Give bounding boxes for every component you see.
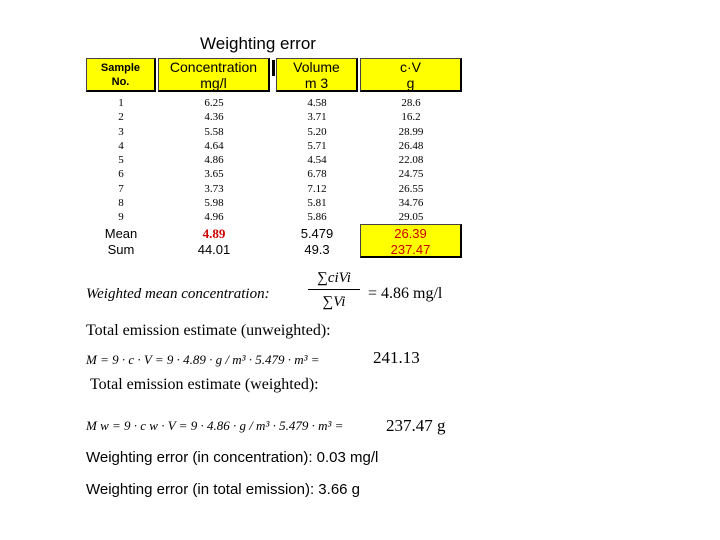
column-concentration [158, 96, 270, 225]
footer-concentration [158, 226, 270, 258]
unweighted-total-label: Total emission estimate (unweighted): [86, 322, 331, 339]
table-cell: 1 [118, 97, 124, 109]
table-cell: 9 [118, 211, 124, 224]
sum-label: Sum [107, 242, 135, 257]
mean-concentration: 4.89 [202, 226, 226, 241]
table-cell: 22.08 [398, 154, 424, 167]
table-cell: 4.64 [204, 139, 224, 152]
table-cell: 5.98 [204, 197, 224, 210]
table-cell: 2 [118, 111, 124, 124]
table-cell: 4.86 [204, 154, 224, 167]
unweighted-formula: M = 9 · c · V = 9 · 4.89 · g / m³ · 5.479 · m³ = [86, 352, 320, 367]
sum-volume: 49.3 [304, 242, 330, 257]
table-cell: 8 [118, 197, 124, 210]
emission-error: Weighting error (in total emission): 3.66 g [86, 481, 361, 498]
table-cell: 5.71 [307, 139, 327, 152]
table-cell: 24.75 [398, 168, 424, 181]
header-volume: Volume m 3 [276, 58, 358, 92]
sum-cv: 237.47 [390, 242, 431, 257]
weighted-total-label: Total emission estimate (weighted): [90, 376, 319, 393]
table-cell: 3.65 [204, 168, 224, 181]
mean-volume: 5.479 [300, 226, 334, 241]
column-separator [272, 60, 275, 76]
unweighted-result: 241.13 [373, 348, 420, 367]
header-concentration: Concentration mg/l [158, 58, 270, 92]
table-cell: 5.58 [204, 125, 224, 138]
column-sample-no [86, 96, 156, 225]
page-title: Weighting error [200, 34, 316, 53]
table-cell: 5 [118, 154, 124, 167]
table-cell: 28.6 [401, 97, 421, 109]
fraction-denominator: ∑Vi [322, 294, 346, 310]
table-cell: 3 [118, 125, 124, 138]
footer-labels [86, 226, 156, 258]
table-cell: 6 [118, 168, 124, 181]
table-cell: 26.55 [398, 182, 424, 195]
table-cell: 16.2 [401, 111, 421, 124]
table-cell: 7 [118, 182, 124, 195]
column-cv [360, 96, 462, 225]
table-cell: 7.12 [307, 182, 327, 195]
table-cell: 5.81 [307, 197, 327, 210]
table-cell: 3.73 [204, 182, 224, 195]
sum-concentration: 44.01 [197, 242, 231, 257]
table-cell: 5.20 [307, 125, 327, 138]
footer-volume [276, 226, 358, 258]
table-cell: 4.58 [307, 97, 327, 109]
column-volume [276, 96, 358, 225]
footer-cv [360, 224, 462, 258]
table-cell: 4 [118, 139, 124, 152]
concentration-error: Weighting error (in concentration): 0.03 mg/l [86, 449, 379, 466]
table-cell: 4.36 [204, 111, 224, 124]
table-cell: 29.05 [398, 211, 424, 224]
weighted-mean-label: Weighted mean concentration: [86, 286, 270, 302]
table-cell: 6.25 [204, 97, 224, 109]
weighted-mean-fraction [308, 270, 360, 311]
table-cell: 4.54 [307, 154, 327, 167]
table-cell: 4.96 [204, 211, 224, 224]
weighted-result: 237.47 g [386, 416, 446, 435]
table-cell: 3.71 [307, 111, 327, 124]
table-cell: 34.76 [398, 197, 424, 210]
fraction-numerator: ∑ciVi [308, 270, 360, 290]
table-cell: 26.48 [398, 139, 424, 152]
table-cell: 6.78 [307, 168, 327, 181]
table-cell: 5.86 [307, 211, 327, 224]
mean-label: Mean [104, 226, 138, 241]
header-cv: c·V g [360, 58, 462, 92]
table-cell: 28.99 [398, 125, 424, 138]
weighted-formula: M w = 9 · c w · V = 9 · 4.86 · g / m³ · 5.479 · m³ = [86, 418, 344, 433]
weighted-mean-result: = 4.86 mg/l [368, 285, 443, 302]
mean-cv: 26.39 [394, 226, 427, 241]
header-sample: Sample No. [86, 58, 156, 92]
